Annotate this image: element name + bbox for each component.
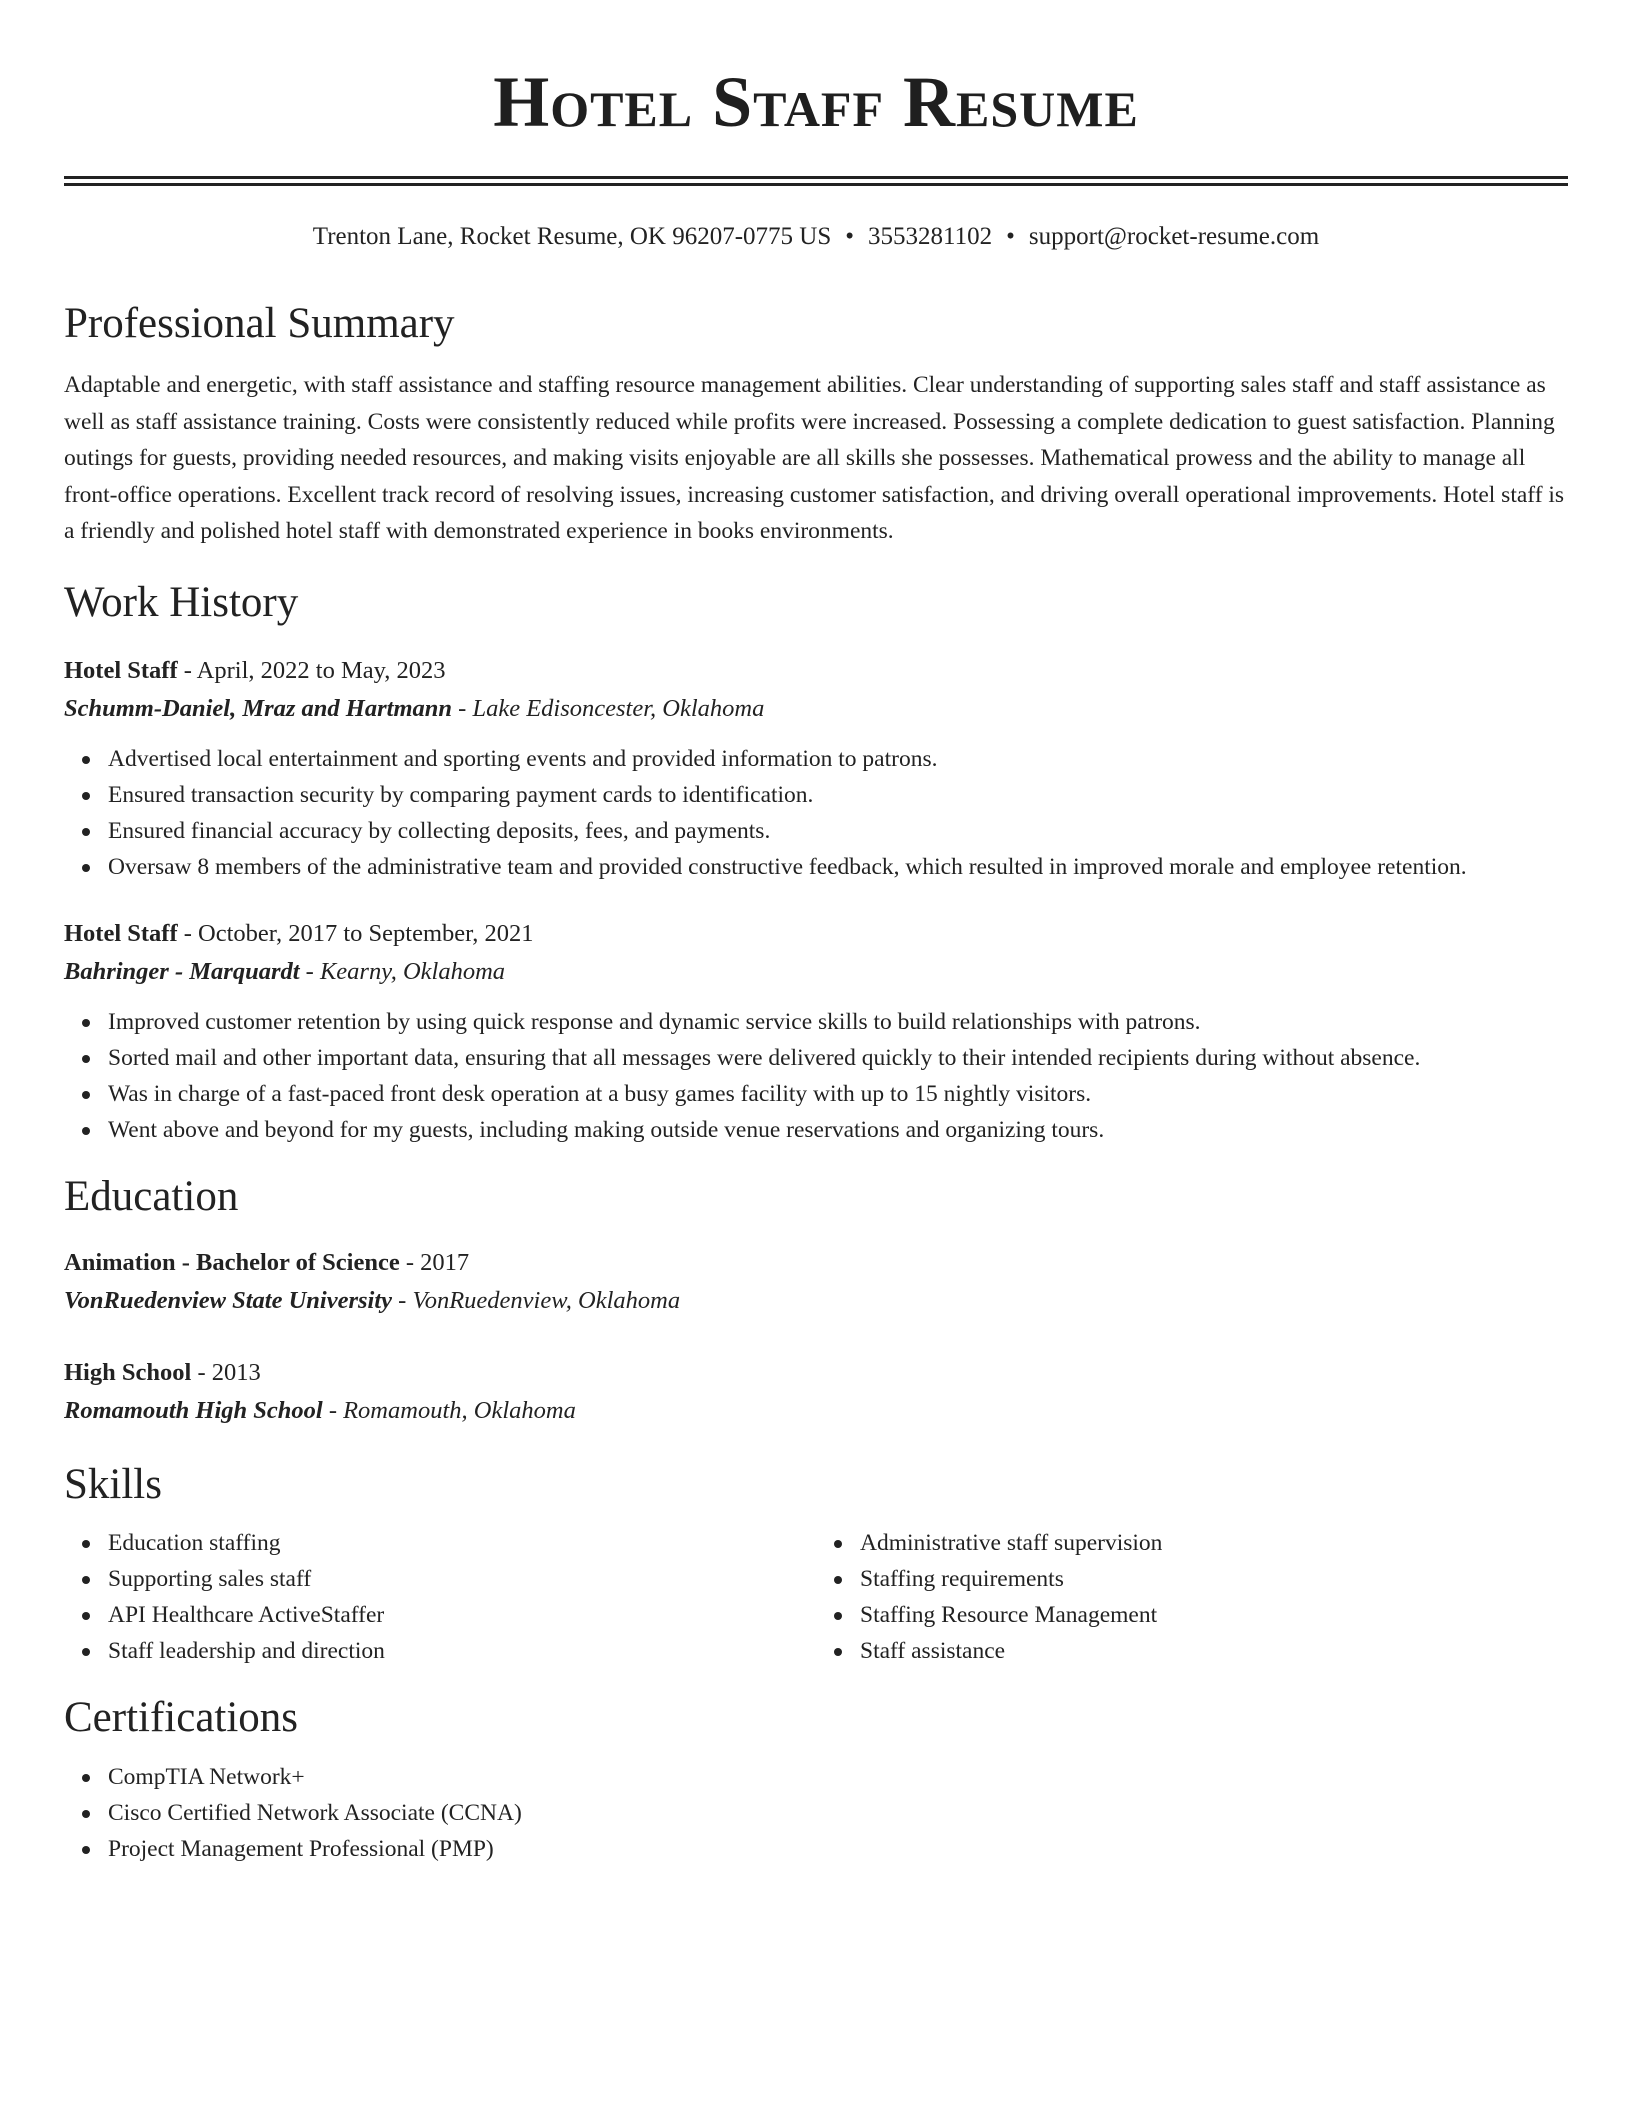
list-item: Went above and beyond for my guests, including making outside venue reservations and organizing tours. [108,1112,1568,1148]
job-entry [64,652,1568,885]
list-item: Staff leadership and direction [108,1633,816,1669]
education-year: - 2017 [399,1248,470,1276]
contact-separator: • [845,223,855,250]
list-item: Cisco Certified Network Associate (CCNA) [108,1795,1568,1831]
job-dates: - October, 2017 to September, 2021 [177,919,534,947]
list-item: Sorted mail and other important data, ensuring that all messages were delivered quickly to their intended recipients during without absence. [108,1040,1568,1076]
education-header [64,1354,1568,1392]
list-item: CompTIA Network+ [108,1759,1568,1795]
contact-email[interactable]: support@rocket-resume.com [1028,223,1320,250]
education-degree: Animation - Bachelor of Science [64,1248,400,1276]
summary-heading: Professional Summary [64,300,455,347]
list-item: Staffing requirements [860,1561,1568,1597]
education-header [64,1244,1568,1282]
list-item: Staff assistance [860,1633,1568,1669]
job-employer [64,690,1568,728]
certifications-list [64,1759,1568,1867]
job-header [64,652,1568,690]
job-bullets [64,1004,1568,1148]
education-entry [64,1244,1568,1320]
title-double-rule [64,176,1568,186]
summary-text: Adaptable and energetic, with staff assistance and staffing resource management abilities. Clear understanding of supporting sales staff and staff assistance as well as staff assistance training. Costs were consistently reduced while profits were increased. Possessing a complete dedication to guest satisfaction. Planning outings for guests, providing needed resources, and making visits enjoyable are all skills she possesses. Mathematical prowess and the ability to manage all front-office operations. Excellent track record of resolving issues, increasing customer satisfaction, and driving overall operational improvements. Hotel staff is a friendly and polished hotel staff with demonstrated experience in books environments. [64,372,1565,544]
contact-phone: 3553281102 [868,223,993,250]
list-item: Improved customer retention by using quick response and dynamic service skills to build relationships with patrons. [108,1004,1568,1040]
list-item: Education staffing [108,1525,816,1561]
job-location: - Lake Edisoncester, Oklahoma [452,694,765,722]
education-school-line [64,1282,1568,1320]
job-title: Hotel Staff [64,656,178,684]
list-item: Oversaw 8 members of the administrative team and provided constructive feedback, which resulted in improved morale and employee retention. [108,849,1568,885]
list-item: Ensured transaction security by comparing payment cards to identification. [108,777,1568,813]
education-location: - Romamouth, Oklahoma [322,1396,576,1424]
education-school: Romamouth High School [64,1396,323,1424]
education-school: VonRuedenview State University [64,1286,393,1314]
resume-title: Hotel Staff Resume [493,62,1139,142]
contact-line [64,221,1568,253]
education-school-line [64,1392,1568,1430]
education-entry [64,1354,1568,1430]
contact-address: Trenton Lane, Rocket Resume, OK 96207-0775 US [312,223,832,250]
certifications-heading: Certifications [64,1693,299,1741]
job-title: Hotel Staff [64,919,178,947]
job-location: - Kearny, Oklahoma [299,957,506,985]
job-header [64,915,1568,953]
job-employer [64,953,1568,991]
list-item: Ensured financial accuracy by collecting deposits, fees, and payments. [108,813,1568,849]
job-bullets [64,741,1568,885]
list-item: Advertised local entertainment and sporting events and provided information to patrons. [108,741,1568,777]
job-company: Schumm-Daniel, Mraz and Hartmann [64,694,453,722]
education-degree: High School [64,1358,192,1386]
list-item: Administrative staff supervision [860,1525,1568,1561]
list-item: Staffing Resource Management [860,1597,1568,1633]
job-dates: - April, 2022 to May, 2023 [177,656,446,684]
education-year: - 2013 [191,1358,261,1386]
work-history-heading: Work History [64,578,299,626]
skills-grid [64,1525,1568,1669]
skills-left-column [64,1525,816,1669]
list-item: API Healthcare ActiveStaffer [108,1597,816,1633]
contact-separator: • [1006,223,1015,250]
skills-heading: Skills [64,1460,162,1508]
skills-right-column [816,1525,1568,1669]
list-item: Was in charge of a fast-paced front desk operation at a busy games facility with up to 15 nightly visitors. [108,1076,1568,1112]
list-item: Project Management Professional (PMP) [108,1831,1568,1867]
job-company: Bahringer - Marquardt [64,957,300,985]
list-item: Supporting sales staff [108,1561,816,1597]
education-heading: Education [64,1172,239,1220]
job-entry [64,915,1568,1148]
education-location: - VonRuedenview, Oklahoma [392,1286,681,1314]
